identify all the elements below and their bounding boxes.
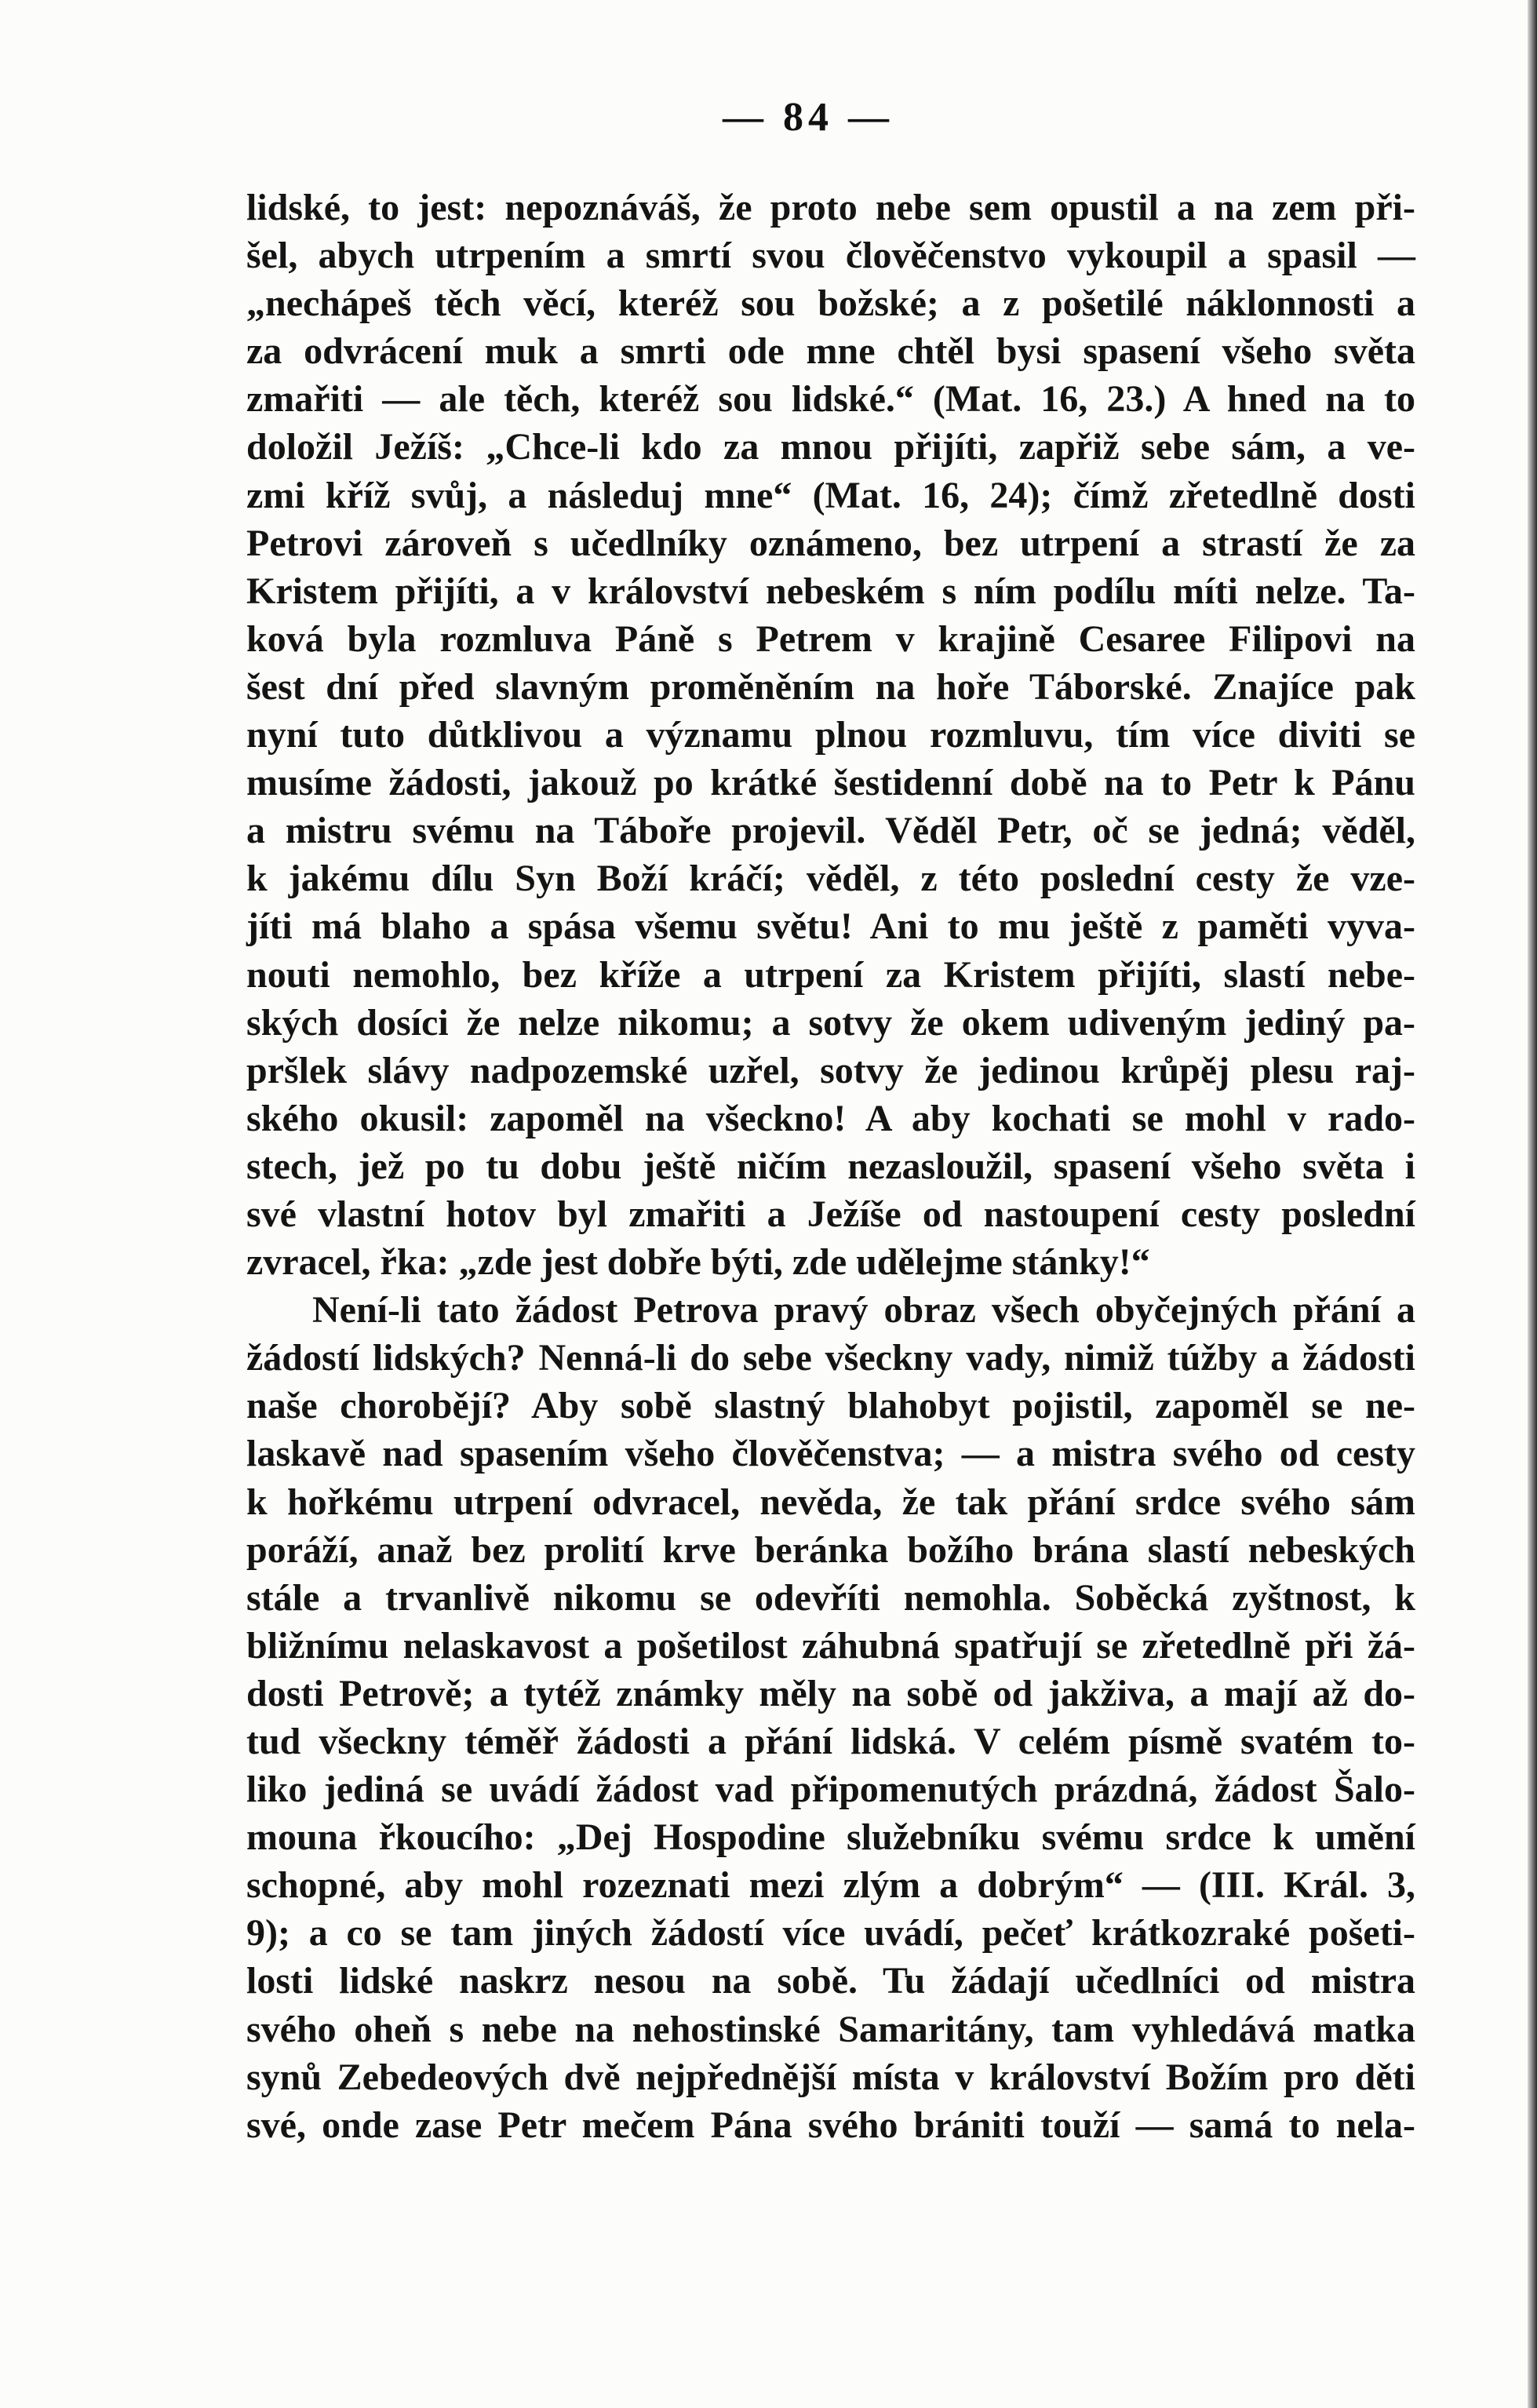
text-line: zmi kříž svůj, a následuj mne“ (Mat. 16, 24); čímž zřetedlně dosti xyxy=(246,474,1415,516)
text-line: šest dní před slavným proměněním na hoře Táborské. Znajíce pak xyxy=(246,665,1415,708)
text-line: nouti nemohlo, bez kříže a utrpení za Kristem přijíti, slastí nebe- xyxy=(246,953,1415,996)
text-line: doložil Ježíš: „Chce-li kdo za mnou přijíti, zapřiž sebe sám, a ve- xyxy=(246,426,1415,468)
page-edge-shadow xyxy=(1528,0,1537,2408)
text-line: za odvrácení muk a smrti ode mne chtěl bysi spasení všeho světa xyxy=(246,330,1415,373)
text-line: poráží, anaž bez prolití krve beránka božího brána slastí nebeských xyxy=(246,1528,1415,1571)
text-line: a mistru svému na Táboře projevil. Věděl Petr, oč se jedná; věděl, xyxy=(246,810,1415,852)
text-line: 9); a co se tam jiných žádostí více uvádí, pečeť krátkozraké pošeti- xyxy=(246,1912,1415,1954)
text-line: zmařiti — ale těch, kteréž sou lidské.“ (Mat. 16, 23.) A hned na to xyxy=(246,378,1415,421)
text-line: synů Zebedeových dvě nejpřednější místa v království Božím pro děti xyxy=(246,2056,1415,2098)
text-line: Není-li tato žádost Petrova pravý obraz všech obyčejných přání a xyxy=(312,1289,1415,1332)
text-line: bližnímu nelaskavost a pošetilost záhubná spatřují se zřetedlně při žá- xyxy=(246,1624,1415,1667)
text-line: Petrovi zároveň s učedlníky oznámeno, bez utrpení a strastí že za xyxy=(246,522,1415,564)
text-line: k hořkému utrpení odvracel, nevěda, že tak přání srdce svého sám xyxy=(246,1481,1415,1523)
page-number: — 84 — xyxy=(723,95,894,140)
text-line: jíti má blaho a spása všemu světu! Ani to mu ještě z paměti vyva- xyxy=(246,905,1415,948)
text-line: šel, abych utrpením a smrtí svou člověčenstvo vykoupil a spasil — xyxy=(246,235,1415,277)
text-line: laskavě nad spasením všeho člověčenstva; — a mistra svého od cesty xyxy=(246,1433,1415,1475)
text-line: ských dosíci že nelze nikomu; a sotvy že okem udiveným jediný pa- xyxy=(246,1001,1415,1044)
text-line: nyní tuto důtklivou a významu plnou rozmluvu, tím více diviti se xyxy=(246,714,1415,756)
text-line: pršlek slávy nadpozemské uzřel, sotvy že jedinou krůpěj plesu raj- xyxy=(246,1049,1415,1091)
text-line: své, onde zase Petr mečem Pána svého brániti touží — samá to nela- xyxy=(246,2104,1415,2146)
text-line: liko jediná se uvádí žádost vad připomenutých prázdná, žádost Šalo- xyxy=(246,1769,1415,1811)
text-line: naše chorobějí? Aby sobě slastný blahobyt pojistil, zapoměl se ne- xyxy=(246,1385,1415,1427)
text-line: žádostí lidských? Nenná-li do sebe všeckny vady, nimiž túžby a žádosti xyxy=(246,1337,1415,1379)
text-line: tud všeckny téměř žádosti a přání lidská. V celém písmě svatém to- xyxy=(246,1721,1415,1762)
body-text xyxy=(246,184,1415,2149)
text-line: losti lidské naskrz nesou na sobě. Tu žádají učedlníci od mistra xyxy=(246,1960,1415,2002)
text-line: stech, jež po tu dobu ještě ničím nezasloužil, spasení všeho světa i xyxy=(246,1145,1415,1187)
text-line: ková byla rozmluva Páně s Petrem v krajině Cesaree Filipovi na xyxy=(246,617,1415,660)
text-line: „nechápeš těch věcí, kteréž sou božské; a z pošetilé náklonnosti a xyxy=(246,282,1415,325)
text-line: dosti Petrově; a tytéž známky měly na sobě od jakživa, a mají až do- xyxy=(246,1672,1415,1714)
text-line: lidské, to jest: nepoznáváš, že proto nebe sem opustil a na zem při- xyxy=(246,187,1415,228)
text-line: mouna řkoucího: „Dej Hospodine služebníku svému srdce k umění xyxy=(246,1816,1415,1859)
text-line: své vlastní hotov byl zmařiti a Ježíše od nastoupení cesty poslední xyxy=(246,1193,1415,1235)
text-line: Kristem přijíti, a v království nebeském s ním podílu míti nelze. Ta- xyxy=(246,570,1415,612)
text-line: schopné, aby mohl rozeznati mezi zlým a dobrým“ — (III. Král. 3, xyxy=(246,1864,1415,1907)
text-line: zvracel, řka: „zde jest dobře býti, zde udělejme stánky!“ xyxy=(246,1241,1150,1284)
text-line: k jakému dílu Syn Boží kráčí; věděl, z této poslední cesty že vze- xyxy=(246,858,1415,900)
text-line: ského okusil: zapoměl na všeckno! A aby kochati se mohl v rado- xyxy=(246,1097,1415,1139)
text-line: svého oheň s nebe na nehostinské Samaritány, tam vyhledává matka xyxy=(246,2008,1415,2050)
text-line: stále a trvanlivě nikomu se odevříti nemohla. Soběcká zyštnost, k xyxy=(246,1576,1415,1619)
text-line: musíme žádosti, jakouž po krátké šestidenní době na to Petr k Pánu xyxy=(246,762,1415,804)
